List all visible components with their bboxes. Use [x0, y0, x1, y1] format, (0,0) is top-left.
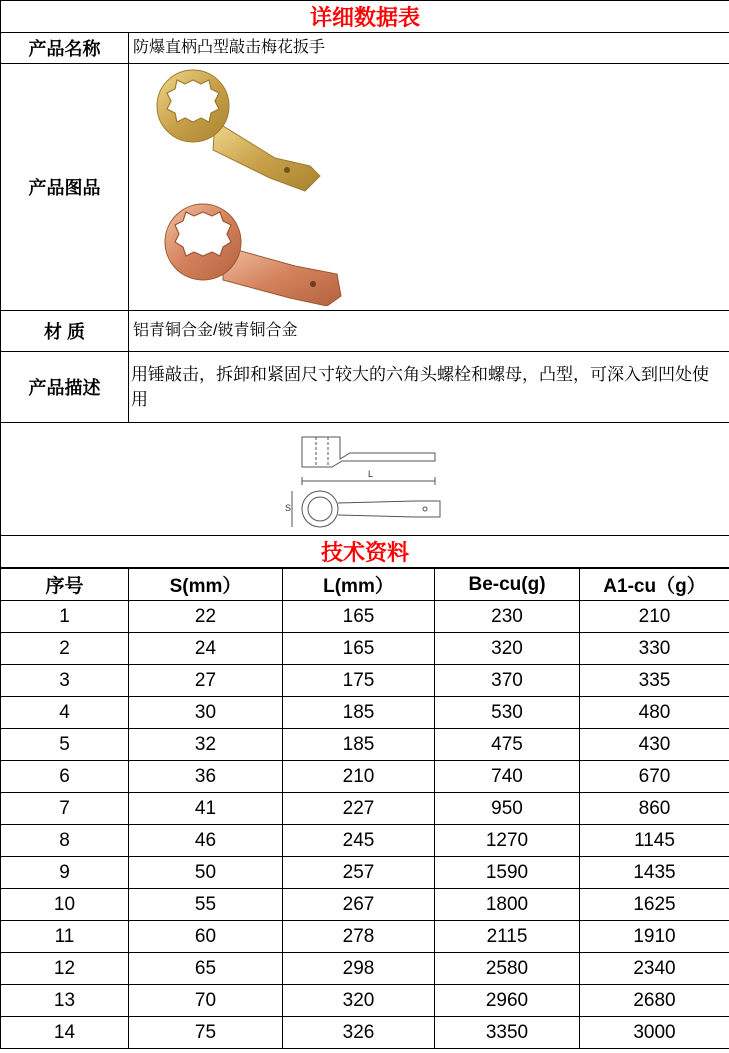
table-cell: 267: [283, 889, 435, 921]
table-cell: 36: [129, 761, 283, 793]
table-cell: 335: [580, 665, 729, 697]
table-cell: 210: [580, 601, 729, 633]
drawing-row: [1, 423, 729, 536]
table-cell: 298: [283, 953, 435, 985]
material-label: 材 质: [1, 311, 129, 352]
column-header: 序号: [1, 569, 129, 601]
description-cell: [129, 352, 729, 423]
table-cell: 75: [129, 1017, 283, 1049]
table-cell: 1270: [435, 825, 580, 857]
tech-title-row: [1, 536, 729, 568]
column-header: S(mm）: [129, 569, 283, 601]
table-row: [1, 825, 729, 857]
table-row: [1, 857, 729, 889]
table-row: [1, 921, 729, 953]
title-row: [1, 1, 729, 33]
bronze-wrench-icon: [165, 204, 341, 306]
table-cell: 24: [129, 633, 283, 665]
table-cell: 5: [1, 729, 129, 761]
material-value: 铝青铜合金/铍青铜合金: [129, 311, 729, 352]
table-cell: 27: [129, 665, 283, 697]
table-cell: 9: [1, 857, 129, 889]
column-header: Be-cu(g): [435, 569, 580, 601]
table-row: [1, 633, 729, 665]
table-cell: 165: [283, 633, 435, 665]
drawing-cell: [1, 423, 729, 536]
brass-wrench-icon: [157, 70, 320, 191]
product-photo: [145, 66, 365, 306]
table-cell: 245: [283, 825, 435, 857]
spec-header-row: [1, 569, 729, 601]
table-row: [1, 729, 729, 761]
table-cell: 530: [435, 697, 580, 729]
image-row: [1, 64, 729, 311]
table-cell: 3350: [435, 1017, 580, 1049]
product-image-cell: [129, 64, 729, 311]
table-cell: 430: [580, 729, 729, 761]
table-cell: 11: [1, 921, 129, 953]
table-cell: 227: [283, 793, 435, 825]
table-cell: 1435: [580, 857, 729, 889]
table-cell: 860: [580, 793, 729, 825]
table-row: [1, 761, 729, 793]
tech-title: 技术资料: [1, 536, 729, 568]
table-cell: 10: [1, 889, 129, 921]
table-cell: 65: [129, 953, 283, 985]
dimension-l-label: L: [368, 469, 374, 479]
name-label: 产品名称: [1, 33, 129, 64]
table-cell: 22: [129, 601, 283, 633]
table-cell: 70: [129, 985, 283, 1017]
page-title: 详细数据表: [1, 1, 729, 33]
table-row: [1, 953, 729, 985]
column-header: A1-cu（g）: [580, 569, 729, 601]
table-cell: 670: [580, 761, 729, 793]
table-cell: 1590: [435, 857, 580, 889]
table-cell: 475: [435, 729, 580, 761]
table-row: [1, 985, 729, 1017]
table-row: [1, 1017, 729, 1049]
dimension-s-label: S: [285, 503, 292, 513]
table-cell: 210: [283, 761, 435, 793]
spec-table: [0, 568, 729, 1049]
table-cell: 46: [129, 825, 283, 857]
table-cell: 230: [435, 601, 580, 633]
table-cell: 2340: [580, 953, 729, 985]
table-cell: 740: [435, 761, 580, 793]
table-cell: 8: [1, 825, 129, 857]
table-cell: 165: [283, 601, 435, 633]
spec-body: [1, 601, 729, 1049]
table-cell: 60: [129, 921, 283, 953]
table-cell: 3: [1, 665, 129, 697]
table-cell: 326: [283, 1017, 435, 1049]
table-cell: 320: [283, 985, 435, 1017]
description-label: 产品描述: [1, 352, 129, 423]
table-cell: 12: [1, 953, 129, 985]
table-cell: 278: [283, 921, 435, 953]
table-cell: 3000: [580, 1017, 729, 1049]
table-cell: 950: [435, 793, 580, 825]
table-cell: 1145: [580, 825, 729, 857]
image-label: 产品图品: [1, 64, 129, 311]
table-cell: 1910: [580, 921, 729, 953]
table-cell: 13: [1, 985, 129, 1017]
table-cell: 175: [283, 665, 435, 697]
table-cell: 257: [283, 857, 435, 889]
name-value: 防爆直柄凸型敲击梅花扳手: [129, 33, 729, 64]
table-cell: 185: [283, 729, 435, 761]
material-row: [1, 311, 729, 352]
table-cell: 1625: [580, 889, 729, 921]
name-row: [1, 33, 729, 64]
table-row: [1, 793, 729, 825]
table-cell: 330: [580, 633, 729, 665]
column-header: L(mm）: [283, 569, 435, 601]
table-cell: 320: [435, 633, 580, 665]
table-cell: 30: [129, 697, 283, 729]
table-cell: 1800: [435, 889, 580, 921]
table-cell: 41: [129, 793, 283, 825]
table-cell: 50: [129, 857, 283, 889]
description-row: [1, 352, 729, 423]
table-cell: 2115: [435, 921, 580, 953]
table-cell: 480: [580, 697, 729, 729]
table-cell: 1: [1, 601, 129, 633]
table-cell: 2960: [435, 985, 580, 1017]
table-cell: 7: [1, 793, 129, 825]
table-row: [1, 697, 729, 729]
table-row: [1, 665, 729, 697]
table-row: [1, 601, 729, 633]
table-cell: 2680: [580, 985, 729, 1017]
table-cell: 2: [1, 633, 129, 665]
table-cell: 32: [129, 729, 283, 761]
description-value: 用锤敲击，拆卸和紧固尺寸较大的六角头螺栓和螺母，凸型，可深入到凹处使用: [131, 365, 709, 409]
table-row: [1, 889, 729, 921]
table-cell: 4: [1, 697, 129, 729]
table-cell: 6: [1, 761, 129, 793]
table-cell: 55: [129, 889, 283, 921]
technical-drawing: [280, 429, 450, 529]
table-cell: 185: [283, 697, 435, 729]
table-cell: 370: [435, 665, 580, 697]
table-cell: 14: [1, 1017, 129, 1049]
table-cell: 2580: [435, 953, 580, 985]
